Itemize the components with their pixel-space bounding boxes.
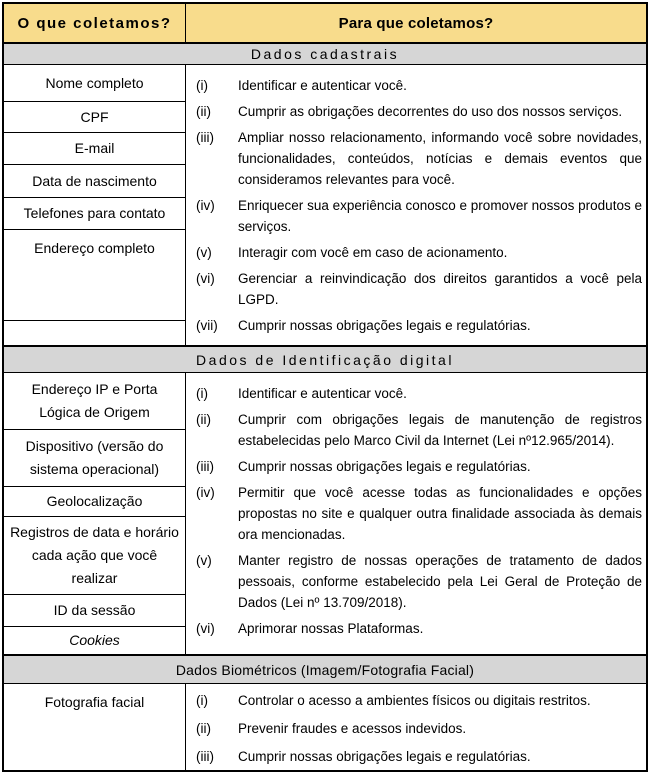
collected-data-column (4, 65, 186, 345)
purpose-item (196, 618, 642, 639)
section-body-dados-cadastrais (4, 65, 646, 345)
header-what-we-collect: O que coletamos? (4, 4, 186, 42)
purpose-item (196, 482, 642, 545)
purpose-number: (iii) (196, 130, 214, 145)
data-item-email: E-mail (4, 133, 185, 165)
data-item-cpf: CPF (4, 102, 185, 133)
purpose-text: Interagir com você em caso de acionamento. (238, 245, 508, 260)
purpose-item (196, 456, 642, 477)
purpose-item (196, 242, 642, 263)
section-title-dados-biometricos: Dados Biométricos (Imagem/Fotografia Facial) (4, 654, 646, 684)
section-title-dados-cadastrais: Dados cadastrais (4, 44, 646, 65)
purpose-item (196, 383, 642, 404)
purpose-item (196, 268, 642, 310)
purpose-text: Manter registro de nossas operações de tratamento de dados pessoais, conforme estabelecido pela Lei Geral de Proteção de Dados (Lei nº 13.709/2018). (238, 553, 642, 610)
table-header-row (4, 4, 646, 44)
purpose-number: (ii) (196, 412, 211, 427)
purpose-number: (i) (196, 693, 208, 708)
header-why-we-collect: Para que coletamos? (338, 14, 494, 32)
data-item-id-sessao: ID da sessão (4, 595, 185, 627)
purpose-text: Enriquecer sua experiência conosco e promover nossos produtos e serviços. (238, 198, 642, 234)
purpose-number: (iv) (196, 485, 215, 500)
purpose-number: (i) (196, 78, 208, 93)
data-item-dispositivo: Dispositivo (versão do sistema operacional) (4, 430, 185, 487)
data-item-endereco: Endereço completo (4, 230, 185, 321)
data-item-cookies: Cookies (69, 632, 120, 648)
purpose-text: Identificar e autenticar você. (238, 386, 407, 401)
purpose-number: (v) (196, 553, 212, 568)
purpose-text: Cumprir nossas obrigações legais e regulatórias. (238, 459, 531, 474)
purpose-number: (ii) (196, 721, 211, 736)
left-column-filler (4, 724, 185, 770)
purpose-item (196, 127, 642, 190)
purposes-column (186, 373, 646, 654)
purpose-number: (iv) (196, 198, 215, 213)
purpose-text: Cumprir nossas obrigações legais e regulatórias. (238, 749, 531, 764)
left-column-filler (4, 321, 185, 345)
purpose-item (196, 718, 642, 739)
purpose-number: (iii) (196, 749, 214, 764)
section-body-identificacao-digital (4, 373, 646, 654)
purpose-number: (v) (196, 245, 212, 260)
purpose-item (196, 195, 642, 237)
collected-data-column (4, 684, 186, 770)
purpose-number: (i) (196, 386, 208, 401)
data-item-data-nascimento: Data de nascimento (4, 165, 185, 198)
section-title-identificacao-digital: Dados de Identificação digital (4, 345, 646, 373)
data-item-geolocalizacao: Geolocalização (4, 487, 185, 517)
data-collection-table (2, 2, 648, 772)
purpose-item (196, 101, 642, 122)
data-item-endereco-ip: Endereço IP e Porta Lógica de Origem (4, 373, 185, 430)
purpose-text: Controlar o acesso a ambientes físicos ou digitais restritos. (238, 693, 591, 708)
purpose-item (196, 746, 642, 767)
data-item-registros: Registros de data e horário cada ação que você realizar (4, 517, 185, 595)
purpose-text: Aprimorar nossas Plataformas. (238, 621, 424, 636)
data-item-nome-completo: Nome completo (4, 65, 185, 102)
purpose-text: Gerenciar a reinvindicação dos direitos garantidos a você pela LGPD. (238, 271, 642, 307)
purposes-column (186, 65, 646, 345)
purpose-text: Ampliar nosso relacionamento, informando você sobre novidades, funcionalidades, conteúdos, notícias e demais eventos que consideramos relevantes para você. (238, 130, 642, 187)
purposes-column (186, 684, 646, 770)
purpose-item (196, 75, 642, 96)
purpose-item (196, 409, 642, 451)
purpose-number: (vi) (196, 271, 215, 286)
purpose-item (196, 690, 642, 711)
purpose-number: (iii) (196, 459, 214, 474)
purpose-number: (ii) (196, 104, 211, 119)
purpose-number: (vii) (196, 318, 218, 333)
section-body-dados-biometricos (4, 684, 646, 770)
data-item-telefones: Telefones para contato (4, 198, 185, 230)
collected-data-column (4, 373, 186, 654)
purpose-text: Cumprir as obrigações decorrentes do uso dos nossos serviços. (238, 104, 623, 119)
purpose-text: Prevenir fraudes e acessos indevidos. (238, 721, 467, 736)
purpose-text: Cumprir nossas obrigações legais e regulatórias. (238, 318, 531, 333)
data-item-fotografia-facial: Fotografia facial (44, 694, 145, 710)
purpose-number: (vi) (196, 621, 215, 636)
purpose-text: Cumprir com obrigações legais de manutenção de registros estabelecidas pelo Marco Civil da Internet (Lei nº12.965/2014). (238, 412, 642, 448)
purpose-item (196, 315, 642, 336)
purpose-text: Identificar e autenticar você. (238, 78, 407, 93)
purpose-text: Permitir que você acesse todas as funcionalidades e opções propostas no site e qualquer outra finalidade associada às demais ora mencionadas. (238, 485, 642, 542)
purpose-item (196, 550, 642, 613)
